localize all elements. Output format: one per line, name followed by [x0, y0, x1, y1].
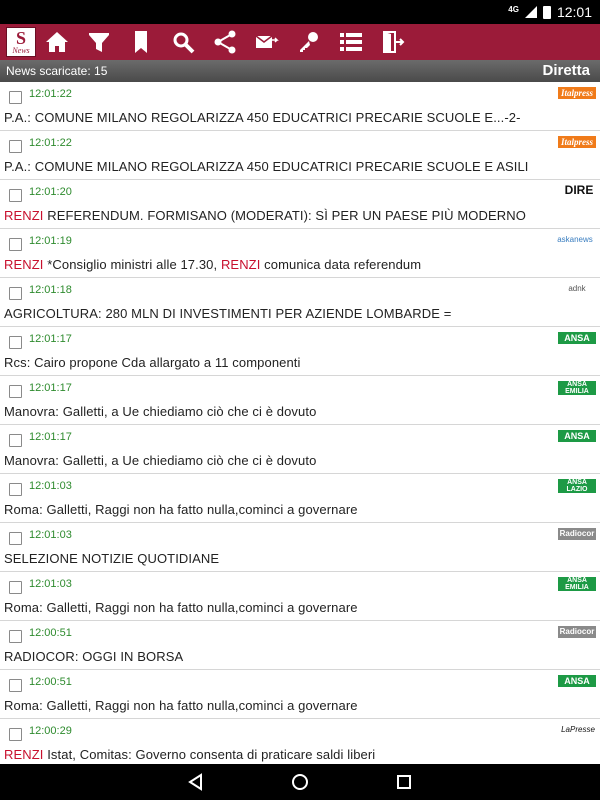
home-circle-icon: [291, 773, 309, 791]
search-button[interactable]: [162, 24, 204, 60]
source-logo: askanews: [557, 235, 593, 244]
headline-text: AGRICOLTURA: 280 MLN DI INVESTIMENTI PER AZIENDE LOMBARDE =: [4, 306, 452, 321]
home-nav-button[interactable]: [288, 770, 312, 794]
list-button[interactable]: [330, 24, 372, 60]
item-timestamp: 12:01:22: [29, 88, 72, 100]
list-item[interactable]: [0, 229, 600, 278]
key-icon: [297, 30, 321, 54]
headline-text: P.A.: COMUNE MILANO REGOLARIZZA 450 EDUCATRICI PRECARIE SCUOLE E ASILI: [4, 159, 529, 174]
share-button[interactable]: [204, 24, 246, 60]
source-logo: Radiocor: [559, 529, 595, 538]
system-nav-bar: [0, 764, 600, 800]
item-timestamp: 12:00:51: [29, 676, 72, 688]
item-checkbox[interactable]: [9, 728, 22, 741]
headline-text: P.A.: COMUNE MILANO REGOLARIZZA 450 EDUCATRICI PRECARIE SCUOLE E...-2-: [4, 110, 521, 125]
item-headline[interactable]: [4, 355, 301, 370]
item-checkbox[interactable]: [9, 581, 22, 594]
status-bar: [0, 0, 600, 24]
source-logo: ANSA: [558, 430, 596, 442]
home-button[interactable]: [36, 24, 78, 60]
keyword-highlight: RENZI: [220, 257, 261, 272]
item-checkbox[interactable]: [9, 630, 22, 643]
bookmark-button[interactable]: [120, 24, 162, 60]
item-headline[interactable]: [4, 453, 316, 468]
email-button[interactable]: [246, 24, 288, 60]
item-timestamp: 12:01:20: [29, 186, 72, 198]
recents-button[interactable]: [392, 770, 416, 794]
battery-icon: [543, 6, 551, 19]
info-bar: [0, 60, 600, 82]
item-headline[interactable]: [4, 600, 358, 615]
item-timestamp: 12:00:29: [29, 725, 72, 737]
item-checkbox[interactable]: [9, 140, 22, 153]
search-icon: [171, 30, 195, 54]
item-checkbox[interactable]: [9, 434, 22, 447]
item-headline[interactable]: [4, 257, 421, 272]
news-list[interactable]: [0, 82, 600, 764]
keyword-highlight: RENZI: [4, 208, 44, 223]
list-item[interactable]: [0, 278, 600, 327]
item-headline[interactable]: [4, 502, 358, 517]
home-icon: [45, 30, 69, 54]
email-icon: [255, 30, 279, 54]
source-logo: ANSA LAZIO: [558, 479, 596, 493]
item-timestamp: 12:01:03: [29, 480, 72, 492]
list-item[interactable]: [0, 425, 600, 474]
item-timestamp: 12:01:19: [29, 235, 72, 247]
item-headline[interactable]: [4, 698, 358, 713]
downloaded-count: News scaricate: 15: [6, 64, 108, 78]
source-logo: adnk: [568, 284, 586, 293]
logo-letter: S: [15, 28, 26, 48]
list-item[interactable]: [0, 376, 600, 425]
exit-button[interactable]: [372, 24, 414, 60]
list-icon: [339, 30, 363, 54]
item-timestamp: 12:00:51: [29, 627, 72, 639]
mode-label[interactable]: Diretta: [542, 62, 590, 79]
item-headline[interactable]: [4, 110, 521, 125]
item-headline[interactable]: [4, 649, 183, 664]
exit-icon: [381, 30, 405, 54]
headline-text: Roma: Galletti, Raggi non ha fatto nulla,cominci a governare: [4, 600, 358, 615]
headline-text: Istat, Comitas: Governo consenta di praticare saldi liberi: [43, 747, 376, 762]
item-timestamp: 12:01:17: [29, 431, 72, 443]
headline-text: REFERENDUM. FORMISANO (MODERATI): SÌ PER UN PAESE PIÙ MODERNO: [43, 208, 526, 223]
item-timestamp: 12:01:17: [29, 333, 72, 345]
app-logo: [6, 27, 36, 57]
network-type: 4G: [508, 4, 519, 14]
source-logo: Radiocor: [559, 627, 595, 636]
item-timestamp: 12:01:22: [29, 137, 72, 149]
item-headline[interactable]: [4, 208, 526, 223]
item-checkbox[interactable]: [9, 679, 22, 692]
item-headline[interactable]: [4, 159, 529, 174]
share-icon: [213, 30, 237, 54]
item-checkbox[interactable]: [9, 532, 22, 545]
headline-text: SELEZIONE NOTIZIE QUOTIDIANE: [4, 551, 220, 566]
source-logo: ANSA: [558, 332, 596, 344]
item-headline[interactable]: [4, 306, 451, 321]
list-item[interactable]: [0, 572, 600, 621]
item-checkbox[interactable]: [9, 189, 22, 202]
item-checkbox[interactable]: [9, 91, 22, 104]
item-timestamp: 12:01:18: [29, 284, 72, 296]
source-logo: DIRE: [564, 183, 594, 197]
bookmark-icon: [129, 30, 153, 54]
list-item[interactable]: [0, 131, 600, 180]
item-checkbox[interactable]: [9, 385, 22, 398]
list-item[interactable]: [0, 523, 600, 572]
item-timestamp: 12:01:03: [29, 529, 72, 541]
filter-button[interactable]: [78, 24, 120, 60]
headline-text: Rcs: Cairo propone Cda allargato a 11 componenti: [4, 355, 301, 370]
headline-text: Roma: Galletti, Raggi non ha fatto nulla,cominci a governare: [4, 698, 358, 713]
headline-text: Roma: Galletti, Raggi non ha fatto nulla,cominci a governare: [4, 502, 358, 517]
item-checkbox[interactable]: [9, 287, 22, 300]
app-toolbar: [0, 24, 600, 60]
source-logo: Italpress: [558, 136, 596, 148]
list-item[interactable]: [0, 670, 600, 719]
item-checkbox[interactable]: [9, 238, 22, 251]
item-headline[interactable]: [4, 747, 375, 762]
headline-text: comunica data referendum: [260, 257, 422, 272]
list-item[interactable]: [0, 180, 600, 229]
back-icon: [187, 773, 205, 791]
source-logo: ANSA: [558, 675, 596, 687]
back-button[interactable]: [184, 770, 208, 794]
list-item[interactable]: [0, 327, 600, 376]
list-item[interactable]: [0, 474, 600, 523]
recents-icon: [395, 773, 413, 791]
keyword-highlight: RENZI: [4, 747, 44, 762]
source-logo: LaPresse: [561, 725, 595, 734]
clock: 12:01: [556, 4, 592, 20]
item-timestamp: 12:01:17: [29, 382, 72, 394]
item-checkbox[interactable]: [9, 483, 22, 496]
item-headline[interactable]: [4, 404, 316, 419]
headline-text: Manovra: Galletti, a Ue chiediamo ciò che ci è dovuto: [4, 453, 317, 468]
source-logo: ANSA EMILIA: [558, 381, 596, 395]
item-headline[interactable]: [4, 551, 219, 566]
signal-icon: [525, 6, 537, 18]
headline-text: *Consiglio ministri alle 17.30,: [43, 257, 221, 272]
source-logo: ANSA EMILIA: [558, 577, 596, 591]
list-item[interactable]: [0, 621, 600, 670]
list-item[interactable]: [0, 82, 600, 131]
headline-text: RADIOCOR: OGGI IN BORSA: [4, 649, 184, 664]
headline-text: Manovra: Galletti, a Ue chiediamo ciò che ci è dovuto: [4, 404, 317, 419]
item-timestamp: 12:01:03: [29, 578, 72, 590]
keyword-highlight: RENZI: [4, 257, 44, 272]
logo-text: News: [12, 46, 30, 55]
source-logo: Italpress: [558, 87, 596, 99]
list-item[interactable]: [0, 719, 600, 764]
key-button[interactable]: [288, 24, 330, 60]
filter-icon: [87, 30, 111, 54]
item-checkbox[interactable]: [9, 336, 22, 349]
